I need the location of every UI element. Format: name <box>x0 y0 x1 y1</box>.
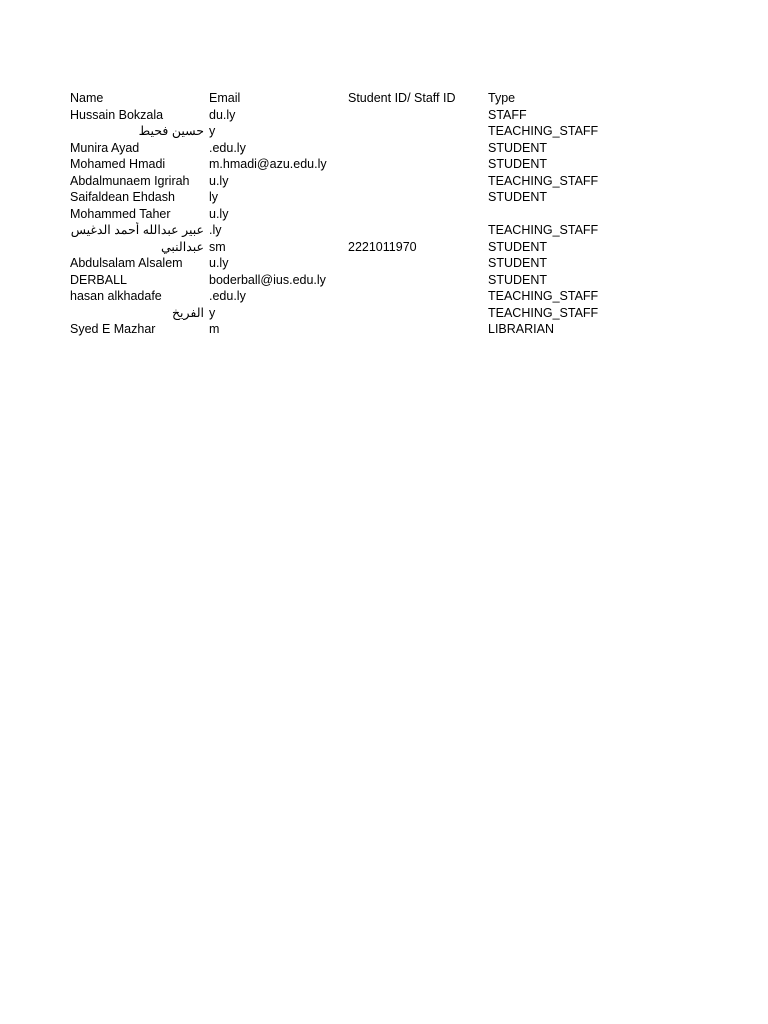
cell-id <box>348 272 488 289</box>
cell-id <box>348 107 488 124</box>
cell-email: .ly <box>209 223 222 237</box>
cell-id <box>348 156 488 173</box>
cell-email: .edu.ly <box>209 289 246 303</box>
cell-id <box>348 255 488 272</box>
table-row <box>70 222 628 239</box>
cell-id <box>348 123 488 140</box>
table-row <box>70 206 628 223</box>
user-table <box>70 90 628 338</box>
spreadsheet-page <box>70 90 630 338</box>
cell-email: u.ly <box>209 256 229 270</box>
cell-type: STUDENT <box>488 272 548 287</box>
cell-type: TEACHING_STAFF <box>488 173 599 188</box>
cell-email: du.ly <box>209 107 236 122</box>
cell-type: TEACHING_STAFF <box>488 223 599 237</box>
cell-type: STAFF <box>488 107 527 122</box>
cell-name: Saifaldean Ehdash <box>70 190 175 204</box>
table-row <box>70 123 628 140</box>
cell-name: عبدالنبي <box>160 239 204 254</box>
cell-name: DERBALL <box>70 272 127 287</box>
cell-name: Abdulsalam Alsalem <box>70 256 183 270</box>
table-row <box>70 305 628 322</box>
cell-type: LIBRARIAN <box>488 322 554 336</box>
cell-name: Syed E Mazhar <box>70 322 156 336</box>
cell-id <box>348 206 488 223</box>
cell-id <box>348 222 488 239</box>
cell-name: حسين فحيط <box>138 124 204 138</box>
header-type: Type <box>488 91 516 105</box>
cell-email: ly <box>209 190 219 204</box>
cell-id <box>348 305 488 322</box>
table-row <box>70 272 628 289</box>
cell-email: u.ly <box>209 206 229 221</box>
cell-type: STUDENT <box>488 239 548 254</box>
table-row <box>70 288 628 305</box>
header-id: Student ID/ Staff ID <box>348 91 456 105</box>
cell-email: y <box>209 124 216 138</box>
table-body <box>70 107 628 338</box>
cell-name: الفريخ <box>171 305 204 320</box>
header-name: Name <box>70 91 104 105</box>
cell-name: hasan alkhadafe <box>70 289 162 303</box>
cell-type: STUDENT <box>488 140 548 155</box>
table-row <box>70 140 628 157</box>
cell-email: m.hmadi@azu.edu.ly <box>209 157 327 171</box>
table-row <box>70 156 628 173</box>
cell-email: y <box>209 305 216 320</box>
cell-name: Munira Ayad <box>70 140 140 155</box>
cell-id <box>348 321 488 338</box>
table-row <box>70 239 628 256</box>
cell-id <box>348 173 488 190</box>
cell-id <box>348 288 488 305</box>
cell-type: STUDENT <box>488 157 548 171</box>
cell-name: Hussain Bokzala <box>70 107 164 122</box>
cell-type: STUDENT <box>488 190 548 204</box>
header-email: Email <box>209 91 241 105</box>
cell-email: boderball@ius.edu.ly <box>209 272 326 287</box>
cell-id: 2221011970 <box>348 239 417 254</box>
cell-type <box>488 206 628 223</box>
table-row <box>70 255 628 272</box>
cell-email: .edu.ly <box>209 140 246 155</box>
cell-id <box>348 140 488 157</box>
cell-type: STUDENT <box>488 256 548 270</box>
cell-type: TEACHING_STAFF <box>488 289 599 303</box>
cell-id <box>348 189 488 206</box>
cell-name: عبير عبدالله أحمد الدغيس <box>70 223 204 237</box>
cell-name: Mohammed Taher <box>70 206 171 221</box>
table-row <box>70 321 628 338</box>
cell-email: u.ly <box>209 173 229 188</box>
header-row <box>70 90 628 107</box>
cell-type: TEACHING_STAFF <box>488 124 599 138</box>
cell-email: m <box>209 322 220 336</box>
cell-email: sm <box>209 239 226 254</box>
table-row <box>70 107 628 124</box>
cell-name: Abdalmunaem Igrirah <box>70 173 190 188</box>
table-row <box>70 189 628 206</box>
cell-type: TEACHING_STAFF <box>488 305 599 320</box>
table-row <box>70 173 628 190</box>
cell-name: Mohamed Hmadi <box>70 157 166 171</box>
